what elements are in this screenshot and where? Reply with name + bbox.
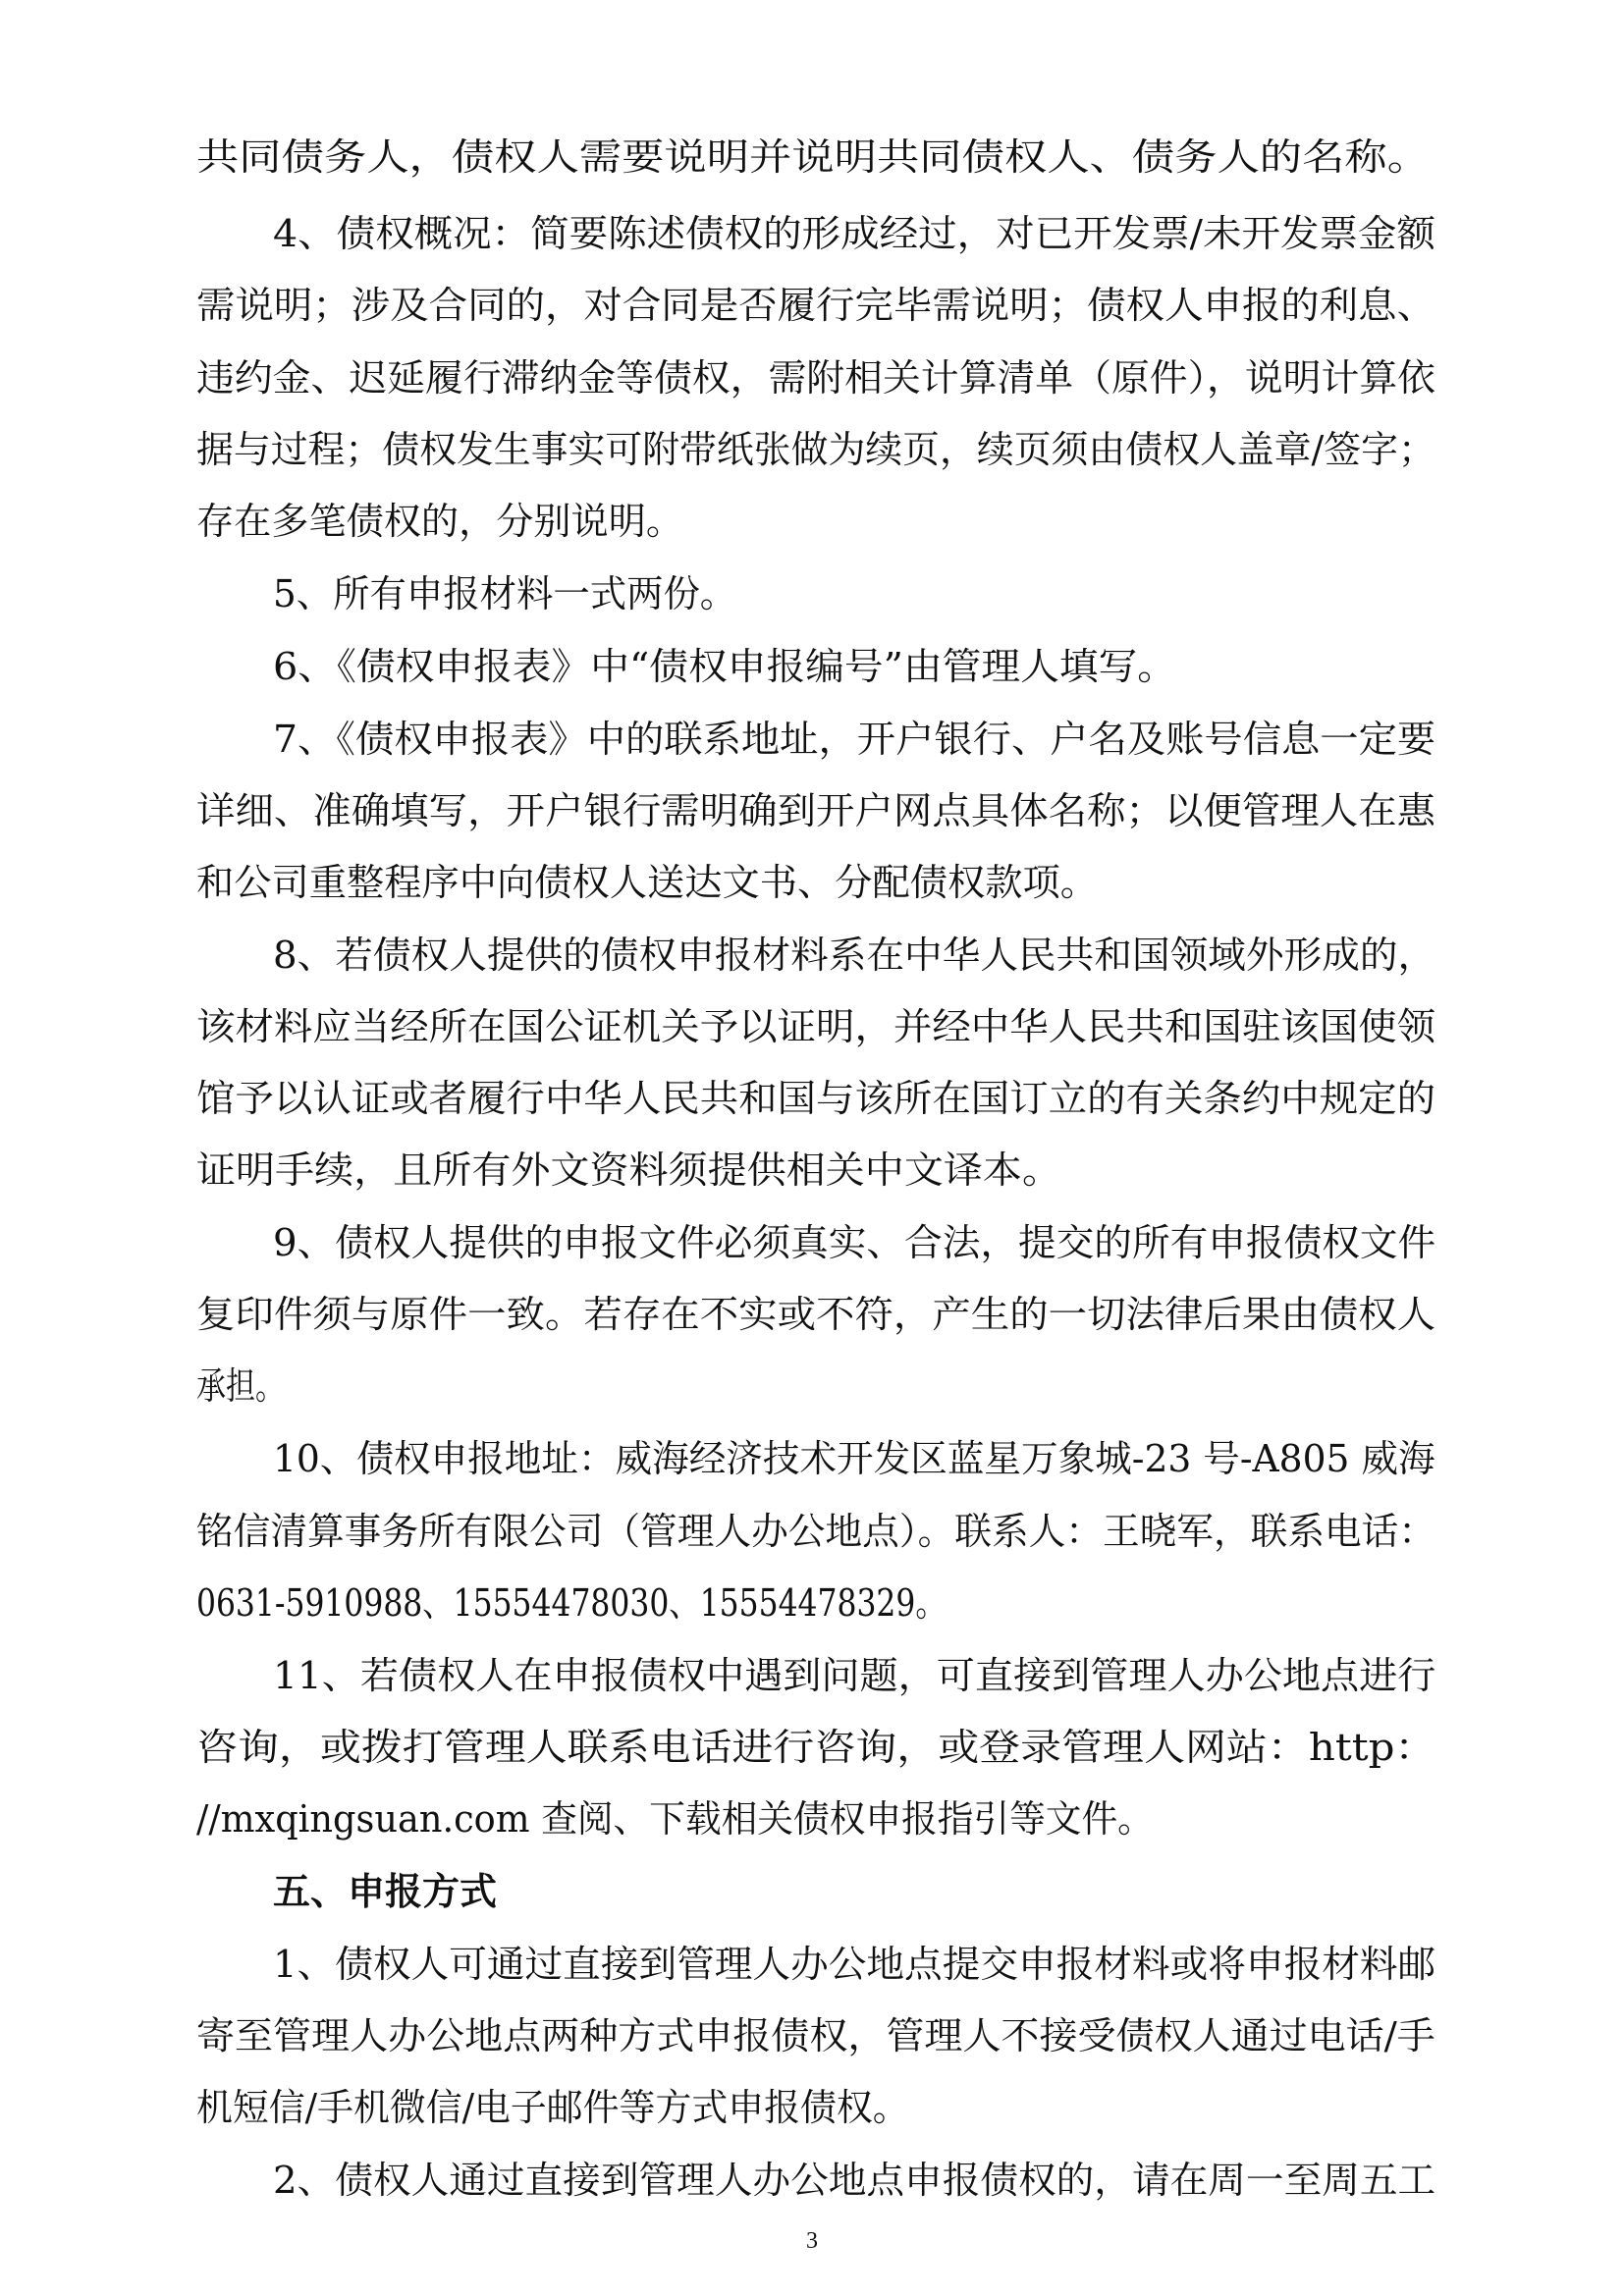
text-line: 4、债权概况：简要陈述债权的形成经过，对已开发票/未开发票金额 — [273, 212, 1435, 256]
text-line: 6、《债权申报表》中“债权申报编号”由管理人填写。 — [273, 644, 1177, 688]
text-line: 据与过程；债权发生事实可附带纸张做为续页，续页须由债权人盖章/签字； — [196, 427, 1435, 471]
text-line: 8、若债权人提供的债权申报材料系在中华人民共和国领域外形成的， — [273, 933, 1436, 977]
text-line: 5、所有申报材料一式两份。 — [273, 571, 737, 615]
text-line: 9、债权人提供的申报文件必须真实、合法，提交的所有申报债权文件 — [273, 1221, 1436, 1265]
text-line: 违约金、迟延履行滞纳金等债权，需附相关计算清单（原件），说明计算依 — [196, 355, 1436, 400]
text-line: 咨询，或拨打管理人联系电话进行咨询，或登录管理人网站：http： — [196, 1725, 1436, 1769]
text-line: 共同债务人，债权人需要说明并说明共同债权人、债务人的名称。 — [196, 135, 1431, 179]
text-line: 10、债权申报地址：威海经济技术开发区蓝星万象城-23 号-A805 威海 — [273, 1437, 1435, 1481]
text-line: 证明手续，且所有外文资料须提供相关中文译本。 — [196, 1148, 1062, 1193]
text-line: 11、若债权人在申报债权中遇到问题，可直接到管理人办公地点进行 — [273, 1653, 1436, 1697]
text-line: 1、债权人可通过直接到管理人办公地点提交申报材料或将申报材料邮 — [273, 1942, 1436, 1986]
text-line: 寄至管理人办公地点两种方式申报债权，管理人不接受债权人通过电话/手 — [196, 2013, 1435, 2057]
text-line: 馆予以认证或者履行中华人民共和国与该所在国订立的有关条约中规定的 — [196, 1077, 1436, 1121]
text-line: 存在多笔债权的，分别说明。 — [196, 499, 684, 543]
text-line: 0631-5910988、15554478030、15554478329。 — [196, 1580, 947, 1625]
text-line: 需说明；涉及合同的，对合同是否履行完毕需说明；债权人申报的利息、 — [196, 284, 1436, 328]
text-line: 承担。 — [196, 1364, 286, 1409]
text-line: 2、债权人通过直接到管理人办公地点申报债权的，请在周一至周五工 — [273, 2159, 1436, 2202]
text-line: 机短信/手机微信/电子邮件等方式申报债权。 — [196, 2086, 909, 2130]
text-line: 该材料应当经所在国公证机关予以证明，并经中华人民共和国驻该国使领 — [196, 1005, 1436, 1049]
text-line: //mxqingsuan.com 查阅、下载相关债权申报指引等文件。 — [196, 1796, 1154, 1841]
text-line: 铭信清算事务所有限公司（管理人办公地点）。联系人：王晓军，联系电话： — [196, 1509, 1436, 1553]
page-number: 3 — [806, 2228, 818, 2254]
text-line: 详细、准确填写，开户银行需明确到开户网点具体名称；以便管理人在惠 — [196, 788, 1436, 832]
text-line: 和公司重整程序中向债权人送达文书、分配债权款项。 — [196, 860, 1099, 904]
text-line: 7、《债权申报表》中的联系地址，开户银行、户名及账号信息一定要 — [273, 717, 1436, 761]
text-line: 复印件须与原件一致。若存在不实或不符，产生的一切法律后果由债权人 — [196, 1293, 1436, 1337]
section-heading: 五、申报方式 — [273, 1869, 498, 1913]
